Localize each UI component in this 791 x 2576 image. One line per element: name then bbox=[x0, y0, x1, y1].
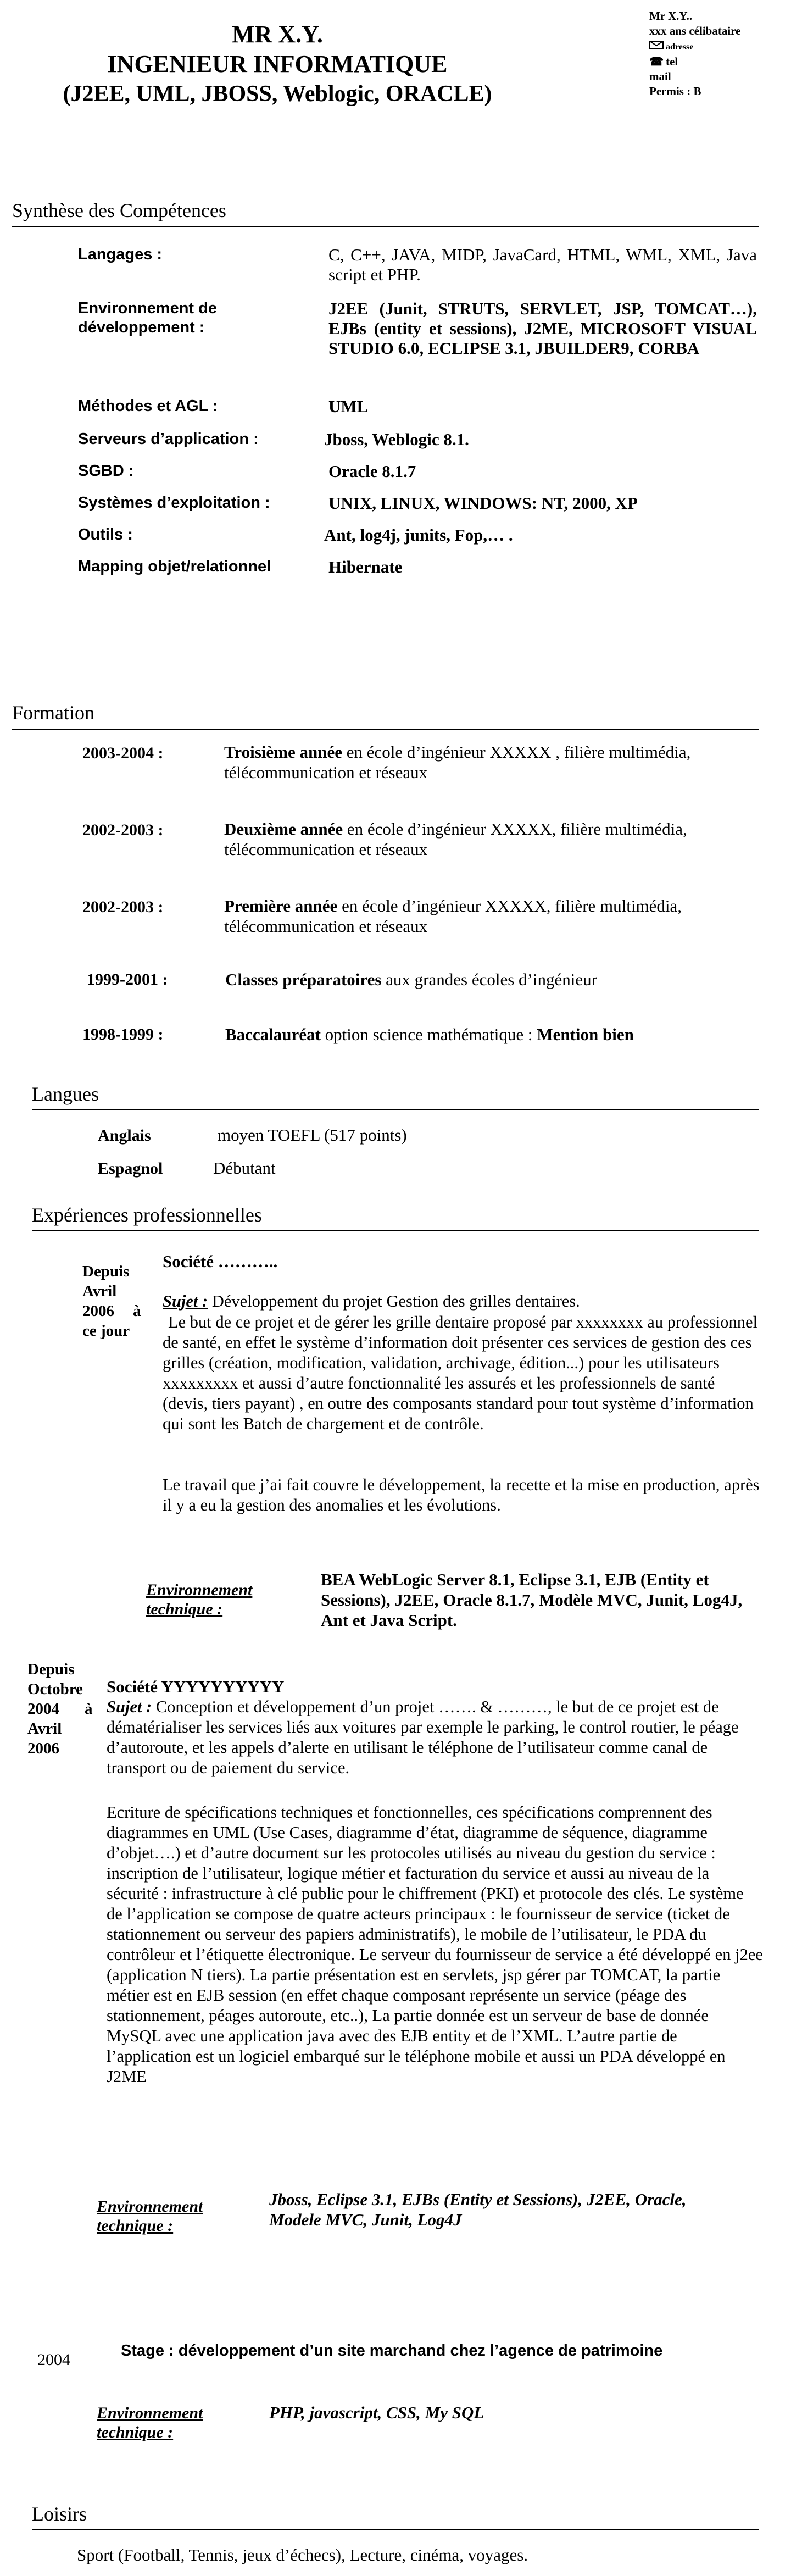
contact-status: xxx ans célibataire bbox=[649, 24, 741, 37]
education-description: Troisième année en école d’ingénieur XXXXX , filière multimédia, télécommunication et réseaux bbox=[224, 742, 691, 782]
skill-label: Systèmes d’exploitation : bbox=[78, 494, 270, 512]
experiences-section-title: Expériences professionnelles bbox=[32, 1204, 262, 1226]
language-level: Débutant bbox=[213, 1158, 276, 1178]
skill-value: C, C++, JAVA, MIDP, JavaCard, HTML, WML, XML, Java script et PHP. bbox=[328, 245, 757, 284]
loisirs-rule bbox=[32, 2529, 759, 2530]
header-name: MR X.Y. bbox=[232, 21, 323, 48]
experience-work: Le travail que j’ai fait couvre le développement, la recette et la mise en production, après il y a eu la gestion des anomalies et les évolutions. bbox=[163, 1475, 760, 1514]
education-year: 2002-2003 : bbox=[82, 898, 164, 916]
contact-address: adresse bbox=[666, 42, 694, 52]
loisirs-text: Sport (Football, Tennis, jeux d’échecs), Lecture, cinéma, voyages. bbox=[77, 2545, 528, 2564]
formation-section-title: Formation bbox=[12, 702, 94, 724]
envelope-icon bbox=[649, 38, 666, 53]
internship-title: Stage : développement d’un site marchand chez l’agence de patrimoine bbox=[121, 2342, 663, 2360]
skill-label: Langages : bbox=[78, 246, 163, 263]
skills-rule bbox=[12, 226, 759, 227]
education-year: 2003-2004 : bbox=[82, 744, 164, 762]
skill-value: Oracle 8.1.7 bbox=[328, 462, 416, 481]
experience-description: Le but de ce projet et de gérer les grille dentaire proposé par xxxxxxxx au professionnel de santé, en effet le système d’information doit présenter ces services de gestion des ces grilles (création, modification, validation, archivage, édition...) pour les utilisateurs xxxxxxxxx et aussi d’autre fonctionnalité les assurés et les professionnels de santé (devis, tiers payant) , en outre des composants standard pour tout système d’information qui sont les Batch de chargement et de contrôle. bbox=[163, 1313, 758, 1433]
experience-company: Société YYYYYYYYYY bbox=[107, 1677, 285, 1696]
environment-label: Environnement technique : bbox=[97, 2404, 203, 2441]
contact-license: Permis : B bbox=[649, 85, 701, 98]
experience-period: Depuis Octobre 2004 à Avril 2006 bbox=[27, 1661, 93, 1757]
experiences-rule bbox=[32, 1230, 759, 1231]
experience-period: Depuis Avril 2006 à ce jour bbox=[82, 1263, 141, 1340]
skill-value: UML bbox=[328, 397, 369, 416]
experience-description: Ecriture de spécifications techniques et fonctionnelles, ces spécifications comprennent des diagrammes en UML (Use Cases, diagramme d’état, diagramme de séquence, diagramme d’objet….) et d’autre document sur les protocoles utilisés au niveau du gestion du service : inscription de l’utilisateur, logique métier et facturation du service et aussi au niveau de la sécurité : infrastructure à clé public pour le chiffrement (PKI) et protocole des clés. Le système de l’application se compose de quatre acteurs principaux : le fournisseur de service (ticket de stationnement ou serveur des papiers administratifs), le mobile de l’utilisateur, le PDA du contrôleur et l’étiquette électronique. Le serveur du fournisseur de service a été développé en j2ee (application N tiers). La partie présentation est en servlets, jsp gérer par TOMCAT, la partie métier est en EJB session (en effet chaque composant représente un service (péage des stationnement, péages autoroute, etc..), La partie donnée est un serveur de base de donnée MySQL avec une application java avec des EJB entity et de l’XML. L’autre partie de l’application est un logiciel embarqué sur le téléphone mobile et aussi un PDA développé en J2ME bbox=[107, 1803, 763, 2086]
education-description: Première année en école d’ingénieur XXXXX, filière multimédia, télécommunication et réseaux bbox=[224, 896, 682, 936]
education-description: Baccalauréat option science mathématique : Mention bien bbox=[225, 1025, 634, 1044]
environment-label: Environnement technique : bbox=[97, 2197, 203, 2235]
header-technologies: (J2EE, UML, JBOSS, Weblogic, ORACLE) bbox=[63, 81, 492, 107]
skill-value: J2EE (Junit, STRUTS, SERVLET, JSP, TOMCAT…), EJBs (entity et sessions), J2ME, MICROSOFT VISUAL STUDIO 6.0, ECLIPSE 3.1, JBUILDER9, CORBA bbox=[328, 299, 757, 358]
skill-label: Environnement de développement : bbox=[78, 299, 217, 336]
education-year: 2002-2003 : bbox=[82, 821, 164, 839]
education-description: Deuxième année en école d’ingénieur XXXXX, filière multimédia, télécommunication et réseaux bbox=[224, 819, 687, 859]
formation-rule bbox=[12, 729, 759, 730]
telephone-icon: ☎ bbox=[649, 55, 664, 68]
skill-value: Ant, log4j, junits, Fop,… . bbox=[324, 525, 513, 545]
contact-name: Mr X.Y.. bbox=[649, 9, 693, 23]
environment-value: BEA WebLogic Server 8.1, Eclipse 3.1, EJB (Entity et Sessions), J2EE, Oracle 8.1.7, Modèle MVC, Junit, Log4J, Ant et Java Script. bbox=[321, 1570, 743, 1630]
internship-year: 2004 bbox=[37, 2351, 70, 2369]
skill-label: SGBD : bbox=[78, 462, 134, 480]
langues-section-title: Langues bbox=[32, 1083, 99, 1105]
experience-subject: Sujet : Développement du projet Gestion des grilles dentaires. bbox=[163, 1292, 580, 1311]
experience-subject: Sujet : Conception et développement d’un projet ……. & ………, le but de ce projet est de dématérialiser les services liés aux voitures par exemple le parking, le control routier, le péage d’autoroute, et les appels d’alerte en utilisant le téléphone de l’utilisateur comme canal de transport ou de paiement du service. bbox=[107, 1697, 739, 1777]
skills-section-title: Synthèse des Compétences bbox=[12, 199, 226, 221]
language-level: moyen TOEFL (517 points) bbox=[218, 1125, 407, 1145]
skill-label: Serveurs d’application : bbox=[78, 430, 259, 448]
experience-company: Société ……….. bbox=[163, 1252, 278, 1271]
environment-label: Environnement technique : bbox=[146, 1581, 253, 1618]
education-year: 1998-1999 : bbox=[82, 1025, 164, 1043]
loisirs-section-title: Loisirs bbox=[32, 2503, 87, 2525]
language-name: Espagnol bbox=[98, 1159, 163, 1178]
skill-value: Hibernate bbox=[328, 557, 403, 576]
environment-value: Jboss, Eclipse 3.1, EJBs (Entity et Sessions), J2EE, Oracle, Modele MVC, Junit, Log4J bbox=[269, 2190, 687, 2229]
environment-value: PHP, javascript, CSS, My SQL bbox=[269, 2403, 484, 2422]
contact-phone: tel bbox=[666, 55, 678, 68]
skill-label: Mapping objet/relationnel bbox=[78, 558, 271, 575]
contact-mail: mail bbox=[649, 70, 671, 83]
skill-label: Outils : bbox=[78, 526, 133, 543]
skill-value: Jboss, Weblogic 8.1. bbox=[324, 430, 469, 449]
langues-rule bbox=[32, 1109, 759, 1110]
education-description: Classes préparatoires aux grandes écoles d’ingénieur bbox=[225, 970, 597, 989]
education-year: 1999-2001 : bbox=[87, 970, 168, 989]
contact-block bbox=[649, 9, 740, 99]
skill-label: Méthodes et AGL : bbox=[78, 397, 218, 415]
skill-value: UNIX, LINUX, WINDOWS: NT, 2000, XP bbox=[328, 493, 638, 513]
header-job-title: INGENIEUR INFORMATIQUE bbox=[107, 51, 448, 77]
language-name: Anglais bbox=[98, 1126, 151, 1145]
